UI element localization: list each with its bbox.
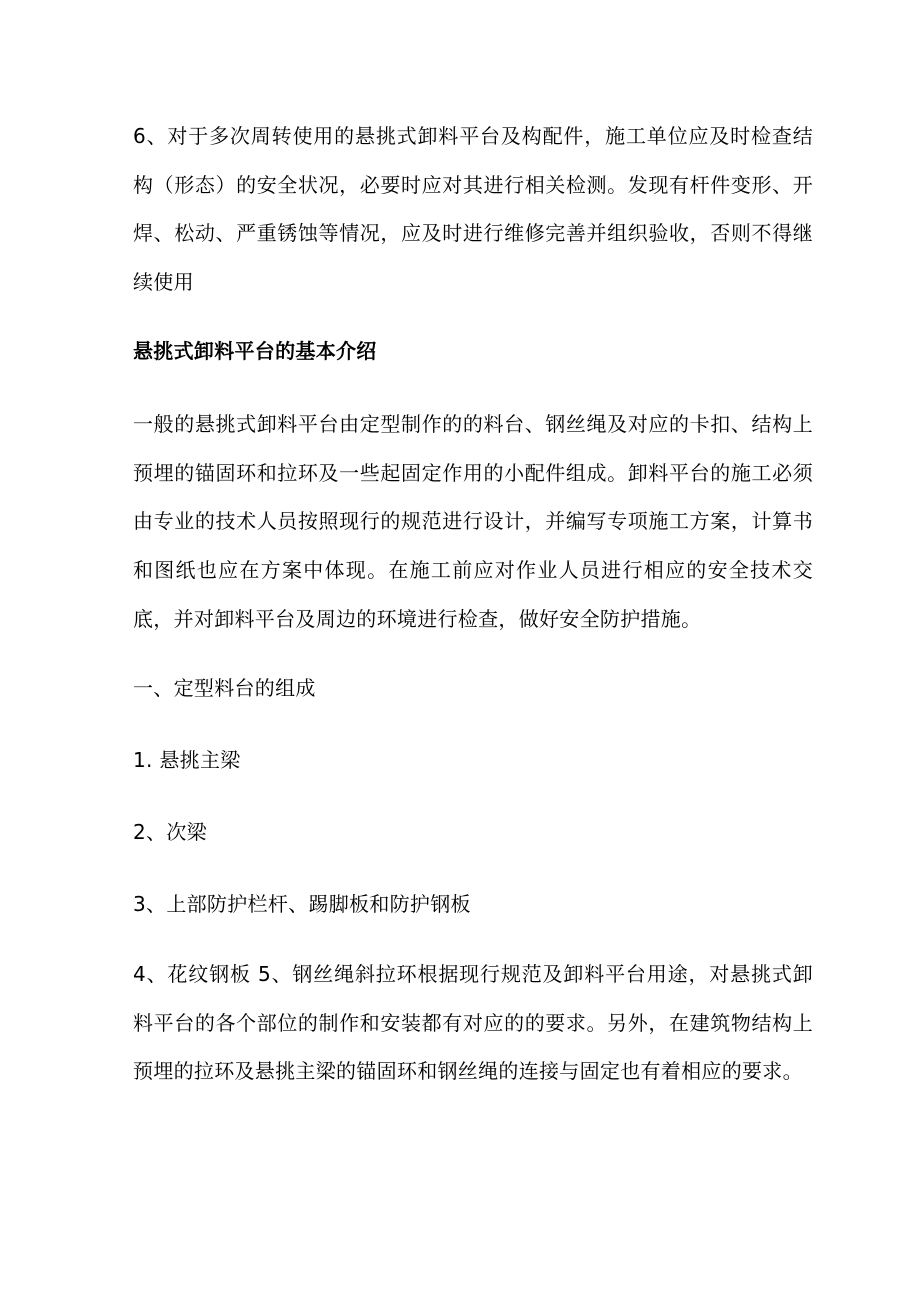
list-item-2: 2、次梁 — [133, 820, 207, 844]
list-item-3: 3、上部防护栏杆、踢脚板和防护钢板 — [133, 892, 471, 916]
sub-heading: 一、定型料台的组成 — [133, 676, 316, 700]
paragraph-6: 6、对于多次周转使用的悬挑式卸料平台及构配件，施工单位应及时检查结构（形态）的安全状况，必要时应对其进行相关检测。发现有杆件变形、开焊、松动、严重锈蚀等情况，应及时进行维修完善并组织验收，否则不得继续使用 — [133, 124, 813, 295]
section-heading: 悬挑式卸料平台的基本介绍 — [133, 339, 377, 363]
list-item-4: 4、花纹钢板 5、钢丝绳斜拉环根据现行规范及卸料平台用途，对悬挑式卸料平台的各个部位的制作和安装都有对应的的要求。另外，在建筑物结构上预埋的拉环及悬挑主梁的锚固环和钢丝绳的连接与固定也有着相应的要求。 — [133, 962, 813, 1084]
list-item-1: 1. 悬挑主梁 — [133, 748, 241, 772]
intro-paragraph: 一般的悬挑式卸料平台由定型制作的的料台、钢丝绳及对应的卡扣、结构上预埋的锚固环和拉环及一些起固定作用的小配件组成。卸料平台的施工必须由专业的技术人员按照现行的规范进行设计，并编写专项施工方案，计算书和图纸也应在方案中体现。在施工前应对作业人员进行相应的安全技术交底，并对卸料平台及周边的环境进行检查，做好安全防护措施。 — [133, 412, 813, 631]
